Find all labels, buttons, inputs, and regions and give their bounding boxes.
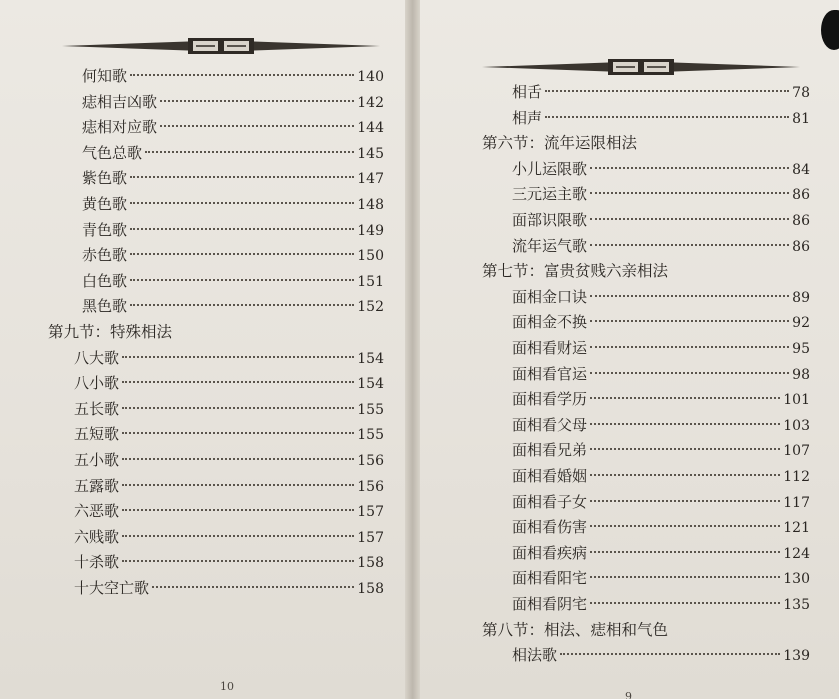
toc-entry: [74, 550, 384, 574]
leader-dots: [590, 320, 789, 322]
leader-dots: [130, 228, 354, 230]
entry-title: 面相看官运: [512, 364, 588, 383]
toc-entry: [74, 499, 384, 523]
toc-entry: [512, 336, 810, 360]
toc-entry: [512, 208, 810, 232]
leader-dots: [130, 176, 354, 178]
entry-page-number: 151: [357, 273, 384, 290]
toc-entry: [512, 566, 810, 590]
leader-dots: [590, 346, 789, 348]
entry-title: 八小歌: [74, 374, 120, 393]
leader-dots: [590, 500, 780, 502]
entry-title: 黑色歌: [82, 297, 128, 316]
entry-title: 面相看婚姻: [512, 467, 588, 485]
entry-page-number: 149: [357, 222, 384, 239]
toc-section-heading: [482, 131, 637, 155]
book-gutter: [405, 0, 420, 699]
toc-entry: [512, 182, 810, 206]
leader-dots: [590, 423, 780, 425]
entry-page-number: 144: [357, 120, 384, 137]
toc-entry: [512, 362, 810, 386]
entry-page-number: 81: [792, 110, 810, 127]
entry-title: 面相金口诀: [512, 287, 588, 306]
leader-dots: [590, 397, 780, 399]
entry-page-number: 89: [792, 289, 810, 306]
entry-page-number: 92: [792, 315, 810, 332]
entry-page-number: 156: [357, 478, 384, 495]
entry-title: 赤色歌: [82, 246, 128, 265]
toc-entry: [74, 422, 384, 446]
entry-title: 相法歌: [512, 646, 558, 665]
leader-dots: [122, 356, 354, 358]
toc-entry: [82, 192, 384, 216]
entry-page-number: 139: [783, 648, 810, 665]
leader-dots: [590, 525, 780, 527]
entry-title: 青色歌: [82, 220, 128, 239]
entry-page-number: 86: [792, 187, 810, 204]
entry-title: 面相看伤害: [512, 518, 588, 537]
toc-entry: [512, 413, 810, 437]
leader-dots: [590, 244, 789, 246]
section-title: 第六节：流年运限相法: [482, 134, 638, 153]
entry-page-number: 103: [783, 417, 810, 434]
entry-page-number: 158: [357, 555, 384, 572]
entry-title: 流年运气歌: [512, 236, 588, 255]
leader-dots: [545, 90, 789, 92]
toc-entry: [512, 515, 810, 539]
toc-section-heading: [48, 320, 172, 344]
toc-entry: [512, 310, 810, 334]
entry-page-number: 154: [357, 376, 384, 393]
leader-dots: [152, 586, 354, 588]
leader-dots: [560, 653, 780, 655]
leader-dots: [160, 100, 354, 102]
leader-dots: [130, 304, 354, 306]
header-ornament-icon: [482, 57, 800, 77]
entry-title: 面部识限歌: [512, 211, 588, 229]
entry-page-number: 121: [783, 520, 810, 537]
section-title: 第七节：富贵贫贱六亲相法: [482, 262, 669, 281]
section-title: 第八节：相法、痣相和气色: [482, 620, 669, 639]
leader-dots: [122, 535, 354, 537]
leader-dots: [130, 74, 354, 76]
toc-entry: [82, 141, 384, 165]
entry-page-number: 86: [792, 238, 810, 255]
toc-entry: [74, 448, 384, 472]
toc-entry: [512, 592, 810, 616]
header-ornament-icon: [62, 36, 380, 56]
toc-entry: [82, 166, 384, 190]
entry-title: 面相看父母: [512, 415, 588, 434]
toc-entry: [82, 294, 384, 318]
entry-page-number: 84: [792, 161, 810, 178]
ink-blot-mark: [821, 10, 839, 50]
leader-dots: [122, 381, 354, 383]
entry-title: 六恶歌: [74, 502, 120, 521]
leader-dots: [160, 125, 354, 127]
leader-dots: [130, 279, 354, 281]
toc-entry: [82, 90, 384, 114]
toc-entry: [82, 243, 384, 267]
entry-title: 面相看兄弟: [512, 441, 588, 460]
entry-page-number: 142: [357, 94, 384, 111]
toc-entry: [512, 541, 810, 565]
toc-entry: [512, 106, 810, 130]
entry-title: 面相看疾病: [512, 543, 588, 562]
entry-title: 黄色歌: [82, 195, 128, 213]
toc-section-heading: [482, 618, 668, 642]
leader-dots: [122, 432, 354, 434]
leader-dots: [590, 576, 780, 578]
toc-entry: [74, 371, 384, 395]
leader-dots: [122, 509, 354, 511]
entry-title: 白色歌: [82, 271, 128, 290]
entry-page-number: 154: [357, 350, 384, 367]
section-title: 第九节：特殊相法: [48, 323, 173, 341]
leader-dots: [130, 253, 354, 255]
leader-dots: [590, 218, 789, 220]
leader-dots: [122, 560, 354, 562]
leader-dots: [590, 167, 789, 169]
entry-title: 十大空亡歌: [74, 579, 150, 597]
entry-page-number: 157: [357, 529, 384, 546]
toc-entry: [82, 115, 384, 139]
entry-title: 相声: [512, 108, 543, 127]
entry-title: 何知歌: [82, 67, 128, 85]
toc-entry: [512, 285, 810, 309]
toc-entry: [512, 157, 810, 181]
leader-dots: [590, 474, 780, 476]
entry-page-number: 147: [357, 171, 384, 188]
entry-title: 面相看财运: [512, 339, 588, 357]
leader-dots: [130, 202, 354, 204]
toc-entry: [74, 346, 384, 370]
entry-title: 痣相吉凶歌: [82, 92, 158, 111]
entry-title: 面相看学历: [512, 390, 588, 409]
entry-title: 三元运主歌: [512, 185, 588, 204]
entry-page-number: 155: [357, 427, 384, 444]
entry-title: 五露歌: [74, 476, 120, 495]
toc-entry: [82, 269, 384, 293]
entry-title: 五短歌: [74, 425, 120, 444]
leader-dots: [590, 372, 789, 374]
leader-dots: [590, 192, 789, 194]
toc-entry: [512, 490, 810, 514]
entry-title: 面相看子女: [512, 492, 588, 511]
entry-page-number: 78: [792, 85, 810, 101]
entry-title: 十杀歌: [74, 553, 120, 572]
entry-title: 气色总歌: [82, 143, 143, 162]
entry-page-number: 140: [357, 69, 384, 85]
leader-dots: [122, 484, 354, 486]
toc-entry: [512, 234, 810, 258]
leader-dots: [590, 448, 780, 450]
toc-entry: [512, 438, 810, 462]
entry-page-number: 156: [357, 453, 384, 469]
toc-entry: [512, 387, 810, 411]
entry-title: 面相看阳宅: [512, 569, 588, 588]
page-number-right: 9: [625, 690, 632, 699]
entry-page-number: 124: [783, 545, 810, 562]
entry-page-number: 86: [792, 213, 810, 229]
entry-title: 痣相对应歌: [82, 118, 158, 137]
toc-entry: [74, 576, 384, 600]
toc-entry: [74, 397, 384, 421]
right-page: [420, 0, 839, 699]
entry-page-number: 101: [783, 392, 810, 409]
entry-page-number: 135: [783, 597, 810, 613]
entry-page-number: 98: [792, 366, 810, 383]
entry-title: 面相看阴宅: [512, 595, 588, 613]
toc-entry: [82, 64, 384, 88]
entry-page-number: 148: [357, 197, 384, 213]
entry-title: 八大歌: [74, 348, 120, 367]
entry-page-number: 95: [792, 341, 810, 357]
entry-page-number: 107: [783, 443, 810, 460]
leader-dots: [122, 407, 354, 409]
toc-entry: [74, 474, 384, 498]
leader-dots: [590, 295, 789, 297]
leader-dots: [590, 551, 780, 553]
toc-entry: [512, 643, 810, 667]
entry-title: 五小歌: [74, 451, 120, 469]
page-number-left: 10: [220, 680, 234, 693]
entry-page-number: 150: [357, 248, 384, 265]
entry-page-number: 157: [357, 504, 384, 521]
entry-title: 小儿运限歌: [512, 159, 588, 178]
entry-page-number: 155: [357, 401, 384, 418]
entry-page-number: 130: [783, 571, 810, 588]
entry-page-number: 158: [357, 581, 384, 597]
entry-title: 相舌: [512, 83, 543, 101]
entry-title: 五长歌: [74, 399, 120, 418]
toc-section-heading: [482, 259, 668, 283]
entry-page-number: 145: [357, 145, 384, 162]
entry-page-number: 112: [783, 469, 810, 485]
leader-dots: [590, 602, 780, 604]
entry-page-number: 152: [357, 299, 384, 316]
leader-dots: [545, 116, 789, 118]
entry-page-number: 117: [783, 494, 810, 511]
entry-title: 紫色歌: [82, 169, 128, 188]
toc-entry: [512, 80, 810, 104]
entry-title: 面相金不换: [512, 313, 588, 332]
toc-entry: [74, 525, 384, 549]
toc-entry: [82, 218, 384, 242]
leader-dots: [122, 458, 354, 460]
entry-title: 六贱歌: [74, 527, 120, 546]
left-page: [0, 0, 405, 699]
leader-dots: [145, 151, 354, 153]
toc-entry: [512, 464, 810, 488]
